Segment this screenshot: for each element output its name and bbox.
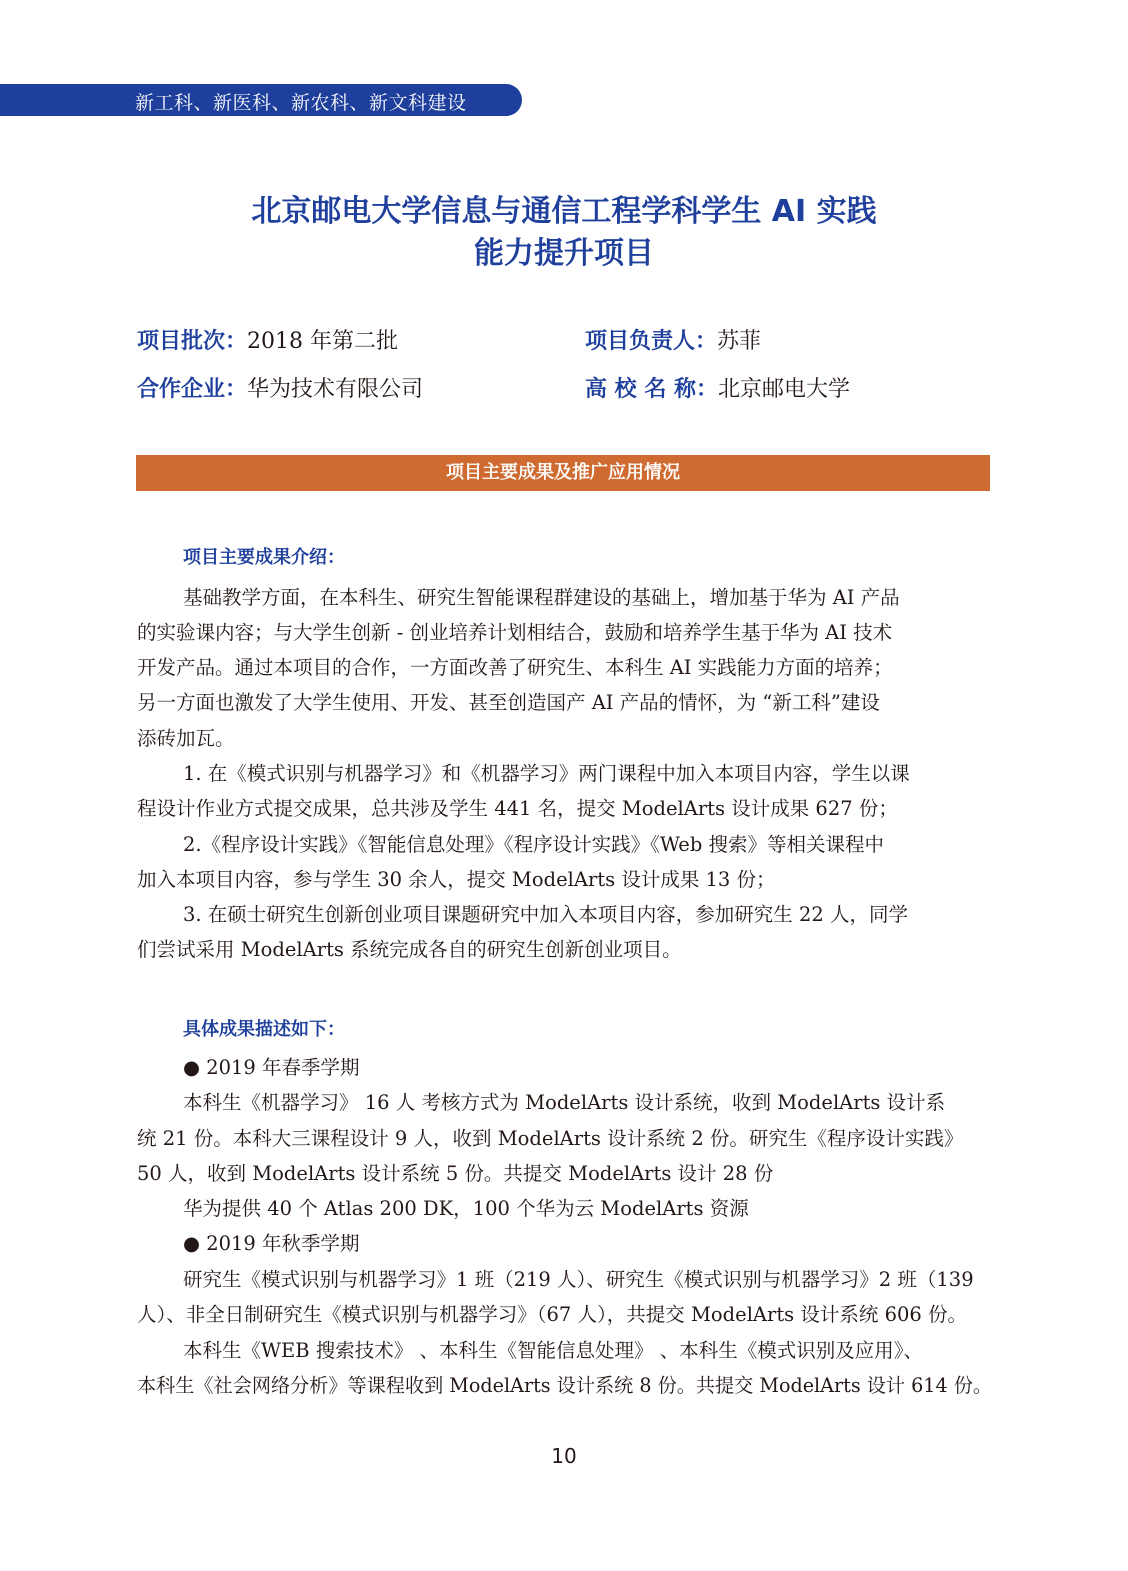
intro-line: 基础教学方面，在本科生、研究生智能课程群建设的基础上，增加基于华为 AI 产品 — [183, 586, 900, 609]
details-line: ● 2019 年春季学期 — [183, 1056, 360, 1079]
meta-batch-value: 2018 年第二批 — [247, 329, 398, 354]
details-line: 华为提供 40 个 Atlas 200 DK，100 个华为云 ModelArts 资源 — [183, 1197, 749, 1220]
page-number: 10 — [551, 1444, 577, 1468]
intro-line: 2.《程序设计实践》《智能信息处理》《程序设计实践》《Web 搜索》等相关课程中 — [183, 833, 885, 856]
intro-line: 们尝试采用 ModelArts 系统完成各自的研究生创新创业项目。 — [137, 938, 682, 961]
details-line: 研究生《模式识别与机器学习》1 班（219 人）、研究生《模式识别与机器学习》2 班（139 — [183, 1268, 974, 1291]
details-line: 本科生《机器学习》 16 人 考核方式为 ModelArts 设计系统，收到 ModelArts 设计系 — [183, 1091, 946, 1114]
details-line: 本科生《WEB 搜索技术》 、本科生《智能信息处理》 、本科生《模式识别及应用》、 — [183, 1339, 923, 1362]
intro-heading: 项目主要成果介绍： — [183, 547, 345, 568]
intro-line: 程设计作业方式提交成果，总共涉及学生 441 名，提交 ModelArts 设计成果 627 份； — [137, 797, 898, 820]
meta-batch-label: 项目批次： — [137, 329, 248, 354]
intro-line: 1. 在《模式识别与机器学习》和《机器学习》两门课程中加入本项目内容，学生以课 — [183, 762, 910, 785]
meta-company-value: 华为技术有限公司 — [247, 377, 424, 402]
meta-leader — [585, 324, 761, 355]
meta-company-label: 合作企业： — [137, 377, 248, 402]
intro-line: 的实验课内容；与大学生创新 - 创业培养计划相结合，鼓励和培养学生基于华为 AI 技术 — [137, 621, 893, 644]
header-band-text: 新工科、新医科、新农科、新文科建设 — [135, 92, 467, 114]
page-title-line-2: 能力提升项目 — [474, 236, 654, 271]
details-line: ● 2019 年秋季学期 — [183, 1232, 360, 1255]
intro-line: 另一方面也激发了大学生使用、开发、甚至创造国产 AI 产品的情怀，为 “新工科”建设 — [137, 691, 880, 714]
meta-leader-label: 项目负责人： — [585, 329, 718, 354]
details-line: 统 21 份。本科大三课程设计 9 人，收到 ModelArts 设计系统 2 份。研究生《程序设计实践》 — [137, 1127, 964, 1150]
section-title-bar: 项目主要成果及推广应用情况 — [136, 455, 990, 491]
details-line: 本科生《社会网络分析》等课程收到 ModelArts 设计系统 8 份。共提交 ModelArts 设计 614 份。 — [137, 1374, 992, 1397]
details-line: 人）、非全日制研究生《模式识别与机器学习》（67 人），共提交 ModelArts 设计系统 606 份。 — [137, 1303, 967, 1326]
meta-batch — [137, 324, 398, 355]
meta-leader-value: 苏菲 — [717, 329, 762, 354]
meta-school-label: 高 校 名 称： — [585, 377, 718, 402]
meta-company — [137, 372, 423, 403]
meta-school-value: 北京邮电大学 — [717, 377, 850, 402]
intro-line: 3. 在硕士研究生创新创业项目课题研究中加入本项目内容，参加研究生 22 人，同学 — [183, 903, 909, 926]
intro-line: 添砖加瓦。 — [137, 727, 235, 750]
meta-school — [585, 372, 850, 403]
details-heading: 具体成果描述如下： — [183, 1019, 345, 1040]
page-title-line-1: 北京邮电大学信息与通信工程学科学生 AI 实践 — [251, 194, 877, 229]
intro-line: 开发产品。通过本项目的合作，一方面改善了研究生、本科生 AI 实践能力方面的培养； — [137, 656, 893, 679]
details-line: 50 人，收到 ModelArts 设计系统 5 份。共提交 ModelArts 设计 28 份 — [137, 1162, 774, 1185]
header-band — [0, 84, 522, 116]
intro-line: 加入本项目内容，参与学生 30 余人，提交 ModelArts 设计成果 13 份； — [137, 868, 776, 891]
